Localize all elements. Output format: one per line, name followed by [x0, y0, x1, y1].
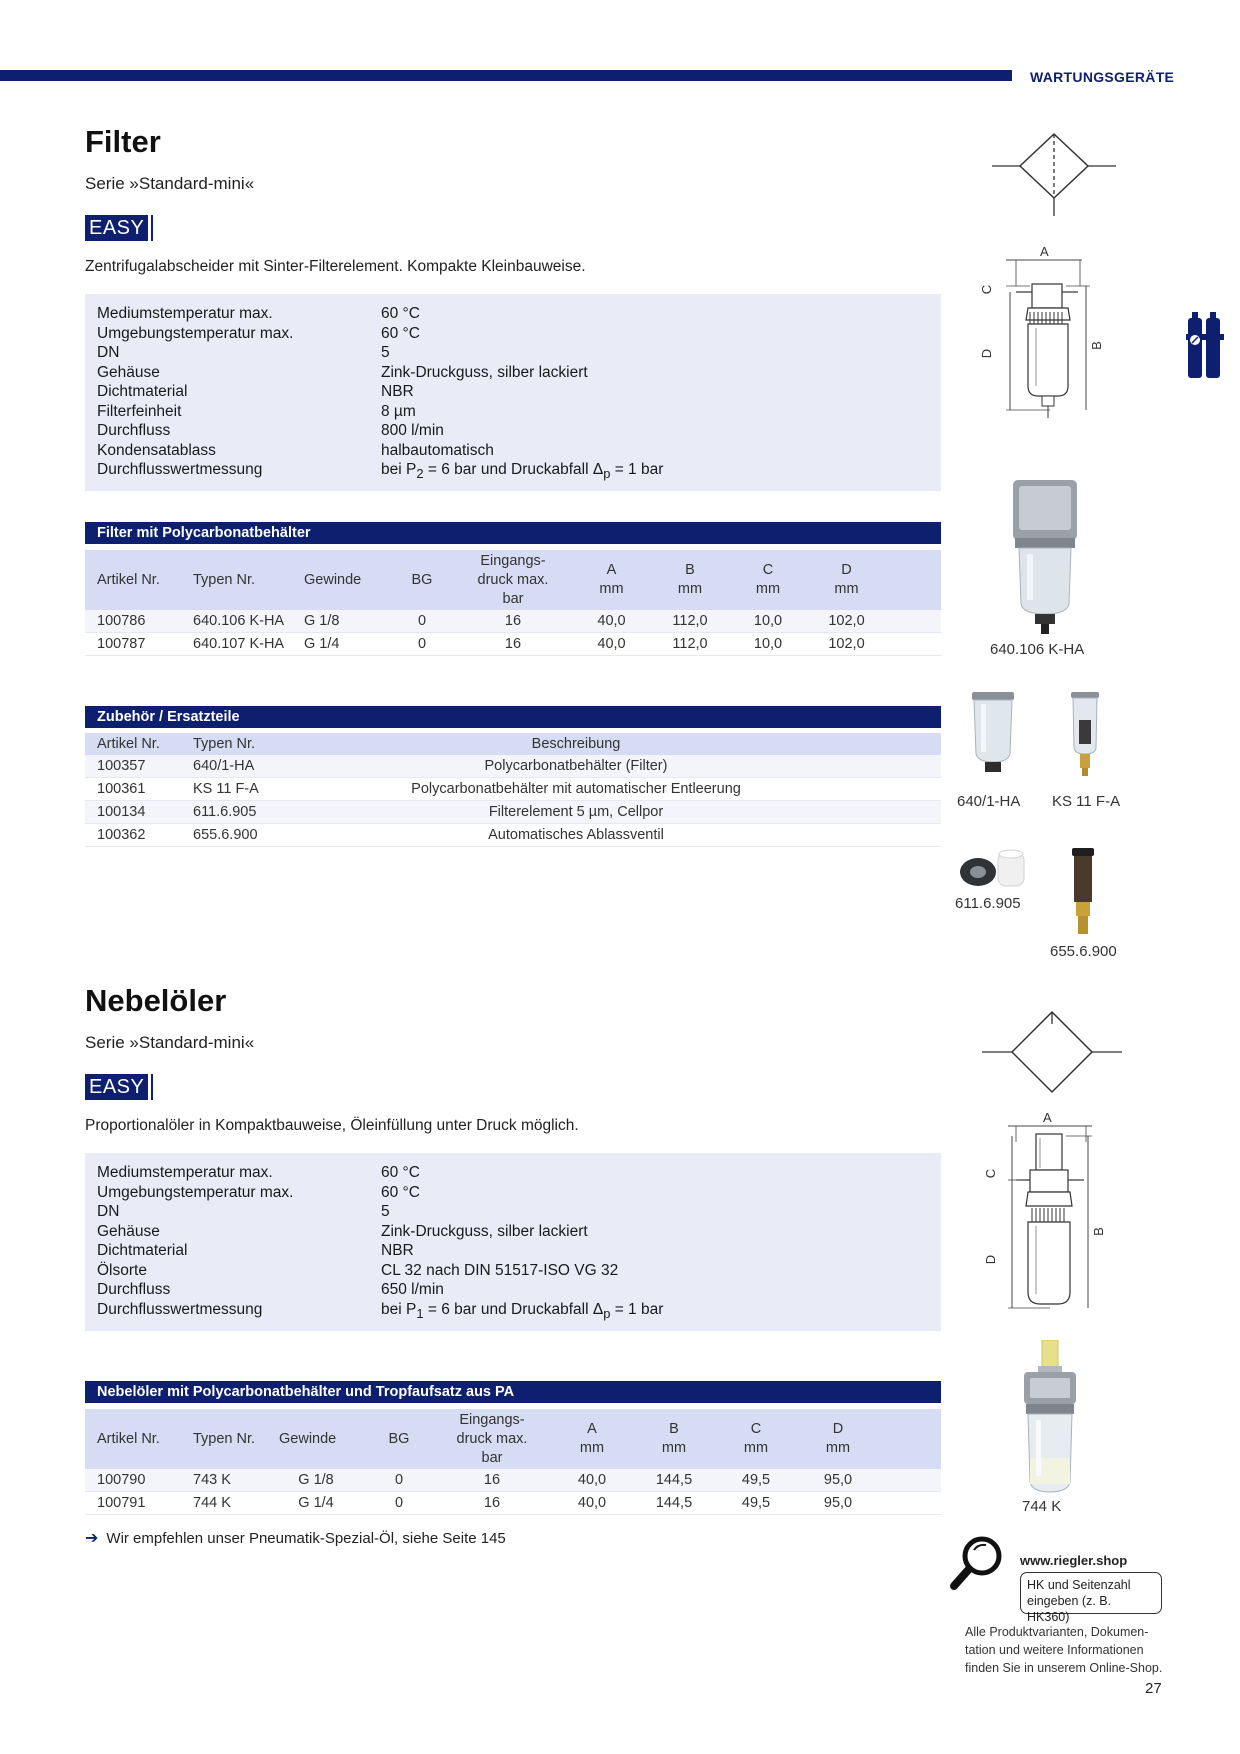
accessory-caption-655-6-900: 655.6.900	[1050, 943, 1117, 960]
note-text: Wir empfehlen unser Pneumatik-Spezial-Öl, siehe Seite 145	[106, 1529, 506, 1547]
easy-label: EASY	[85, 215, 148, 241]
spec-value: NBR	[381, 383, 414, 400]
col-spacer	[841, 733, 941, 755]
table-row	[85, 610, 941, 633]
cell-b: 112,0	[648, 610, 732, 633]
cell-gewinde: G 1/4	[292, 633, 393, 656]
dim-label-a: A	[1043, 1110, 1052, 1125]
accessories-table	[85, 733, 941, 847]
cell-bg: 0	[393, 610, 451, 633]
spec-subscript: p	[603, 466, 611, 482]
col-b-label: B	[669, 1421, 679, 1437]
cell-druck: 16	[433, 1492, 551, 1515]
filter-title: Filter	[85, 124, 161, 159]
magnifier-search-icon	[948, 1532, 1008, 1594]
cell-beschreibung: Polycarbonatbehälter mit automatischer Entleerung	[311, 778, 841, 801]
cell-bg: 0	[393, 633, 451, 656]
spec-value: 60 °C	[381, 305, 420, 322]
col-typen: Typen Nr.	[181, 550, 292, 610]
oiler-spec-box	[85, 1153, 941, 1331]
col-druck-line3: bar	[502, 590, 524, 607]
drain-valve-image	[1068, 848, 1098, 938]
oil-recommendation-note	[85, 1528, 506, 1548]
table-row	[85, 1492, 941, 1515]
cell-spacer	[841, 801, 941, 824]
spec-key: Durchflusswertmessung	[97, 461, 263, 478]
cell-beschreibung: Polycarbonatbehälter (Filter)	[311, 755, 841, 778]
cell-spacer	[889, 633, 941, 656]
cell-typen: KS 11 F-A	[181, 778, 311, 801]
filter-spec-box	[85, 294, 941, 491]
col-unit: mm	[599, 581, 624, 597]
cell-artikel: 100791	[85, 1492, 181, 1515]
cell-beschreibung: Automatisches Ablassventil	[311, 824, 841, 847]
shop-url-link[interactable]: www.riegler.shop	[1020, 1553, 1128, 1568]
oiler-symbol-icon	[982, 1010, 1122, 1094]
cell-spacer	[879, 1492, 941, 1515]
cell-artikel: 100357	[85, 755, 181, 778]
col-a-label: A	[587, 1421, 597, 1437]
spec-text: = 1 bar	[610, 461, 664, 478]
spec-row	[97, 1241, 929, 1261]
col-d	[797, 1409, 879, 1469]
page-number: 27	[1145, 1680, 1162, 1697]
spec-key: Filterfeinheit	[97, 402, 182, 420]
section-label: WARTUNGSGERÄTE	[1030, 69, 1175, 85]
spec-row	[97, 363, 929, 383]
cell-artikel: 100787	[85, 633, 181, 656]
arrow-right-icon: ➔	[85, 1530, 99, 1547]
filter-caption: 640.106 K-HA	[990, 641, 1085, 658]
dim-label-a: A	[1040, 244, 1049, 259]
cell-b: 144,5	[633, 1492, 715, 1515]
spec-value: Zink-Druckguss, silber lackiert	[381, 1222, 588, 1240]
cell-a: 40,0	[551, 1492, 633, 1515]
cell-gewinde: G 1/8	[267, 1469, 365, 1492]
cell-gewinde: G 1/4	[267, 1492, 365, 1515]
col-b	[633, 1409, 715, 1469]
col-unit: mm	[825, 1440, 851, 1456]
dim-label-d: D	[983, 1254, 999, 1265]
table-row	[85, 755, 941, 778]
col-bg: BG	[393, 550, 451, 610]
spec-value: 5	[381, 1203, 390, 1220]
shop-hint-line1: HK und Seitenzahl	[1027, 1578, 1131, 1592]
cell-d: 102,0	[804, 633, 889, 656]
col-beschreibung: Beschreibung	[311, 733, 841, 755]
col-druck-line1: Eingangs-	[459, 1411, 525, 1428]
spec-key: Mediumstemperatur max.	[97, 305, 273, 322]
cell-typen: 640.107 K-HA	[181, 633, 292, 656]
col-d-label: D	[841, 562, 852, 578]
spec-key: Dichtmaterial	[97, 1242, 188, 1259]
spec-row	[97, 382, 929, 402]
oiler-dimension-drawing	[990, 1112, 1114, 1318]
cell-artikel: 100362	[85, 824, 181, 847]
filter-table-title: Filter mit Polycarbonatbehälter	[85, 522, 941, 544]
spec-key: Kondensatablass	[97, 441, 216, 459]
cell-b: 112,0	[648, 633, 732, 656]
col-spacer	[889, 550, 941, 610]
spec-row	[97, 460, 929, 484]
table-row	[85, 1469, 941, 1492]
spec-row	[97, 1280, 929, 1300]
col-a	[575, 550, 648, 610]
spec-value: 60 °C	[381, 1164, 420, 1181]
cell-bg: 0	[365, 1492, 433, 1515]
dim-label-c: C	[979, 284, 995, 295]
col-unit: mm	[743, 1440, 769, 1456]
col-c-label: C	[750, 1421, 762, 1437]
oiler-title: Nebelöler	[85, 983, 227, 1018]
col-druck-line2: druck max.	[456, 1430, 528, 1447]
col-b	[648, 550, 732, 610]
cell-druck: 16	[433, 1469, 551, 1492]
table-row	[85, 824, 941, 847]
cell-artikel: 100361	[85, 778, 181, 801]
cell-artikel: 100786	[85, 610, 181, 633]
cell-druck: 16	[451, 610, 575, 633]
cell-typen: 640/1-HA	[181, 755, 311, 778]
spec-key: Umgebungstemperatur max.	[97, 1183, 294, 1201]
col-gewinde: Gewinde	[267, 1409, 365, 1469]
bowl-640-1-ha-image	[968, 690, 1018, 780]
spec-key: Umgebungstemperatur max.	[97, 324, 294, 342]
col-unit: mm	[579, 1440, 605, 1456]
filter-element-image	[956, 846, 1028, 894]
cell-spacer	[889, 610, 941, 633]
spec-value: Zink-Druckguss, silber lackiert	[381, 363, 588, 381]
table-row	[85, 633, 941, 656]
col-d-label: D	[832, 1421, 844, 1437]
cell-beschreibung: Filterelement 5 µm, Cellpor	[311, 801, 841, 824]
spec-value: 60 °C	[381, 1183, 420, 1201]
spec-key: DN	[97, 1203, 120, 1220]
shop-info-text	[965, 1623, 1185, 1677]
spec-row	[97, 324, 929, 344]
spec-row	[97, 1163, 929, 1183]
cell-d: 95,0	[797, 1469, 879, 1492]
spec-row	[97, 402, 929, 422]
spec-value	[381, 1300, 929, 1324]
shop-info-line2: tation und weitere Informationen	[965, 1643, 1144, 1657]
spec-text: = 1 bar	[610, 1300, 664, 1318]
cell-c: 49,5	[715, 1469, 797, 1492]
spec-key: Gehäuse	[97, 363, 160, 381]
cell-c: 10,0	[732, 633, 804, 656]
spec-row	[97, 1300, 929, 1324]
spec-key: Gehäuse	[97, 1222, 160, 1240]
spec-value: 5	[381, 344, 390, 361]
spec-value: 60 °C	[381, 324, 420, 342]
col-spacer	[879, 1409, 941, 1469]
header-bar	[0, 70, 1012, 81]
spec-key: Dichtmaterial	[97, 383, 188, 400]
cell-artikel: 100134	[85, 801, 181, 824]
cell-a: 40,0	[575, 633, 648, 656]
spec-value: NBR	[381, 1242, 414, 1259]
cell-typen: 655.6.900	[181, 824, 311, 847]
col-c	[732, 550, 804, 610]
cell-a: 40,0	[575, 610, 648, 633]
accessory-caption-640-1-ha: 640/1-HA	[957, 793, 1021, 810]
spec-row	[97, 421, 929, 441]
filter-table	[85, 550, 941, 656]
oiler-series: Serie »Standard-mini«	[85, 1033, 255, 1052]
dim-label-d: D	[979, 348, 995, 359]
col-typen: Typen Nr.	[181, 733, 311, 755]
cell-spacer	[841, 824, 941, 847]
dim-label-b: B	[1090, 1227, 1106, 1236]
cell-druck: 16	[451, 633, 575, 656]
spec-text: = 6 bar und Druckabfall Δ	[423, 461, 604, 478]
accessory-caption-611-6-905: 611.6.905	[955, 895, 1021, 912]
col-c	[715, 1409, 797, 1469]
spec-row	[97, 343, 929, 363]
spec-key: Ölsorte	[97, 1261, 147, 1279]
cell-artikel: 100790	[85, 1469, 181, 1492]
oiler-caption: 744 K	[1022, 1498, 1062, 1515]
spec-row	[97, 441, 929, 461]
col-unit: mm	[661, 1440, 687, 1456]
col-a	[551, 1409, 633, 1469]
dim-label-c: C	[983, 1168, 999, 1179]
cell-gewinde: G 1/8	[292, 610, 393, 633]
spec-value: CL 32 nach DIN 51517-ISO VG 32	[381, 1261, 619, 1279]
filter-easy-badge	[85, 215, 153, 241]
filter-dimension-drawing	[990, 246, 1110, 422]
spec-subscript: 2	[416, 466, 424, 482]
col-a-label: A	[606, 562, 617, 578]
spec-row	[97, 1183, 929, 1203]
oiler-description: Proportionalöler in Kompaktbauweise, Öleinfüllung unter Druck möglich.	[85, 1117, 579, 1134]
col-bg: BG	[365, 1409, 433, 1469]
spec-value: 650 l/min	[381, 1281, 444, 1298]
easy-bar	[151, 1074, 153, 1100]
spec-value: 8 µm	[381, 402, 416, 420]
spec-value: 800 l/min	[381, 422, 444, 439]
spec-subscript: p	[603, 1305, 611, 1321]
spec-row	[97, 1222, 929, 1242]
col-b-label: B	[685, 562, 695, 578]
table-row	[85, 778, 941, 801]
spec-row	[97, 304, 929, 324]
accessories-table-title: Zubehör / Ersatzteile	[85, 706, 941, 728]
oiler-table	[85, 1409, 941, 1515]
cell-typen: 743 K	[181, 1469, 267, 1492]
spec-text: bei P	[381, 1300, 417, 1318]
table-row	[85, 801, 941, 824]
oiler-easy-badge	[85, 1074, 153, 1100]
spec-key: Durchflusswertmessung	[97, 1300, 263, 1318]
maintenance-unit-tab-icon	[1186, 312, 1226, 384]
filter-product-image	[1005, 478, 1085, 636]
dim-label-b: B	[1088, 341, 1104, 350]
col-artikel: Artikel Nr.	[85, 1409, 181, 1469]
spec-row	[97, 1261, 929, 1281]
bowl-ks-11-f-a-image	[1068, 690, 1102, 780]
filter-symbol-icon	[992, 132, 1116, 216]
shop-search-hint	[1020, 1572, 1162, 1624]
filter-description: Zentrifugalabscheider mit Sinter-Filterelement. Kompakte Kleinbauweise.	[85, 258, 586, 275]
cell-b: 144,5	[633, 1469, 715, 1492]
spec-value: halbautomatisch	[381, 441, 494, 459]
spec-subscript: 1	[416, 1305, 424, 1321]
spec-value	[381, 460, 929, 484]
col-druck-line3: bar	[481, 1449, 503, 1466]
cell-spacer	[841, 778, 941, 801]
oiler-table-title: Nebelöler mit Polycarbonatbehälter und Tropfaufsatz aus PA	[85, 1381, 941, 1403]
cell-d: 102,0	[804, 610, 889, 633]
easy-bar	[151, 215, 153, 241]
col-unit: mm	[755, 581, 781, 597]
col-gewinde: Gewinde	[292, 550, 393, 610]
col-artikel: Artikel Nr.	[85, 733, 181, 755]
spec-key: DN	[97, 344, 120, 361]
shop-info-line1: Alle Produktvarianten, Dokumen-	[965, 1625, 1149, 1639]
col-unit: mm	[834, 581, 859, 597]
cell-a: 40,0	[551, 1469, 633, 1492]
spec-text: = 6 bar und Druckabfall Δ	[423, 1300, 604, 1318]
cell-d: 95,0	[797, 1492, 879, 1515]
col-druck	[433, 1409, 551, 1469]
spec-key: Durchfluss	[97, 422, 171, 439]
cell-typen: 640.106 K-HA	[181, 610, 292, 633]
col-unit: mm	[677, 581, 703, 597]
col-druck-line2: druck max.	[477, 571, 549, 588]
cell-spacer	[841, 755, 941, 778]
col-d	[804, 550, 889, 610]
filter-series: Serie »Standard-mini«	[85, 174, 255, 193]
col-typen: Typen Nr.	[181, 1409, 267, 1469]
cell-typen: 611.6.905	[181, 801, 311, 824]
col-druck	[451, 550, 575, 610]
cell-c: 10,0	[732, 610, 804, 633]
easy-label: EASY	[85, 1074, 148, 1100]
cell-spacer	[879, 1469, 941, 1492]
spec-key: Durchfluss	[97, 1281, 171, 1298]
accessory-caption-ks-11-f-a: KS 11 F-A	[1052, 793, 1121, 810]
cell-bg: 0	[365, 1469, 433, 1492]
spec-text: bei P	[381, 461, 417, 478]
spec-row	[97, 1202, 929, 1222]
cell-c: 49,5	[715, 1492, 797, 1515]
oiler-product-image	[1018, 1340, 1082, 1498]
col-artikel: Artikel Nr.	[85, 550, 181, 610]
spec-key: Mediumstemperatur max.	[97, 1164, 273, 1181]
col-c-label: C	[762, 562, 774, 578]
shop-hint-line2: eingeben (z. B. HK360)	[1027, 1594, 1112, 1624]
shop-info-line3: finden Sie in unserem Online-Shop.	[965, 1661, 1163, 1675]
col-druck-line1: Eingangs-	[480, 552, 546, 569]
cell-typen: 744 K	[181, 1492, 267, 1515]
